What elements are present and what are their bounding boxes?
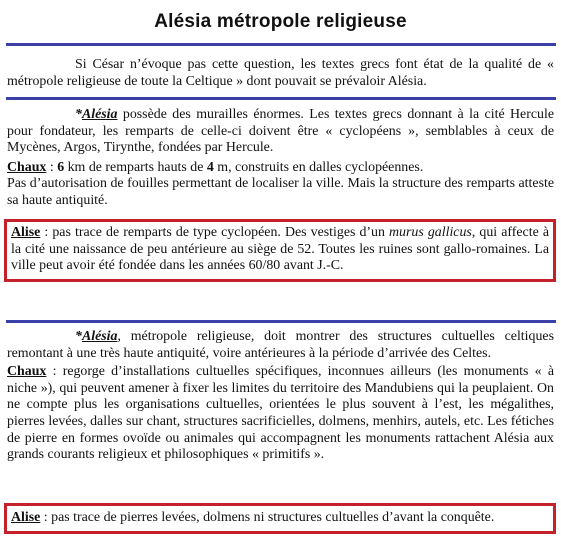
alise-box-1	[4, 219, 556, 282]
intro-paragraph: Si César n’évoque pas cette question, les textes grecs font état de la qualité de « métropole religieuse de toute la Celtique » dont pouvait se prévaloir Alésia.	[7, 57, 554, 89]
section-1-intro: *Alésia possède des murailles énormes. Les textes grecs donnant à la cité Hercule pour fondateur, les remparts de celle-ci doivent être « cyclopéens », semblables à ceux de Mycènes, Argos, Tirynthe, fondées par Hercule.	[7, 107, 554, 156]
alise-label: Alise	[11, 510, 41, 525]
chaux-remparts: Chaux : 6 km de remparts hauts de 4 m, construits en dalles cyclopéennes.	[7, 159, 424, 175]
alise-box-2	[4, 503, 556, 534]
city-name: Alésia	[81, 107, 118, 122]
asterisk: *	[75, 329, 82, 344]
chaux-label: Chaux	[7, 364, 47, 380]
asterisk: *	[75, 107, 82, 122]
top-divider	[6, 43, 556, 46]
city-name: Alésia	[81, 329, 118, 344]
chaux-cultuel: Chaux : regorge d’installations cultuelles spécifiques, inconnues ailleurs (les monuments « à niche »), qui peuvent amener à fixer les limites du territoire des Mandubiens qui la peuplaient. On ne compte plus les organisations cultuelles, orientées le plus souvent à l’est, les mégalithes, pierres levées, dalles sur chant, structures sacrificielles, dolmens, menhirs, autels, etc. Les fétiches de pierre en formes ovoïde ou animales qui accompagnent les monuments rattachent Alésia aux grands courants religieux et philosophiques « primitifs ».	[7, 364, 554, 463]
section-1	[7, 107, 554, 210]
section-2	[7, 329, 554, 464]
section-divider-2	[6, 320, 556, 323]
chaux-label: Chaux	[7, 159, 47, 175]
alise-remparts: Alise : pas trace de remparts de type cyclopéen. Des vestiges d’un murus gallicus, qui affecte à la cité une naissance de peu antérieure au siège de 52. Toutes les ruines sont gallo-romaines. La ville peut avoir été fondée dans les années 60/80 avant J.-C.	[11, 225, 549, 274]
alise-cultuel: Alise : pas trace de pierres levées, dolmens ni structures cultuelles d’avant la conquête.	[11, 510, 495, 525]
fouilles-paragraph: Pas d’autorisation de fouilles permettant de localiser la ville. Mais la structure des remparts atteste sa haute antiquité.	[7, 176, 554, 208]
section-2-intro: *Alésia, métropole religieuse, doit montrer des structures cultuelles celtiques remontant à une très haute antiquité, voire antérieures à la période d’arrivée des Celtes.	[7, 329, 554, 361]
page-title: Alésia métropole religieuse	[154, 11, 407, 32]
section-divider-1	[6, 97, 556, 100]
alise-label: Alise	[11, 225, 41, 240]
